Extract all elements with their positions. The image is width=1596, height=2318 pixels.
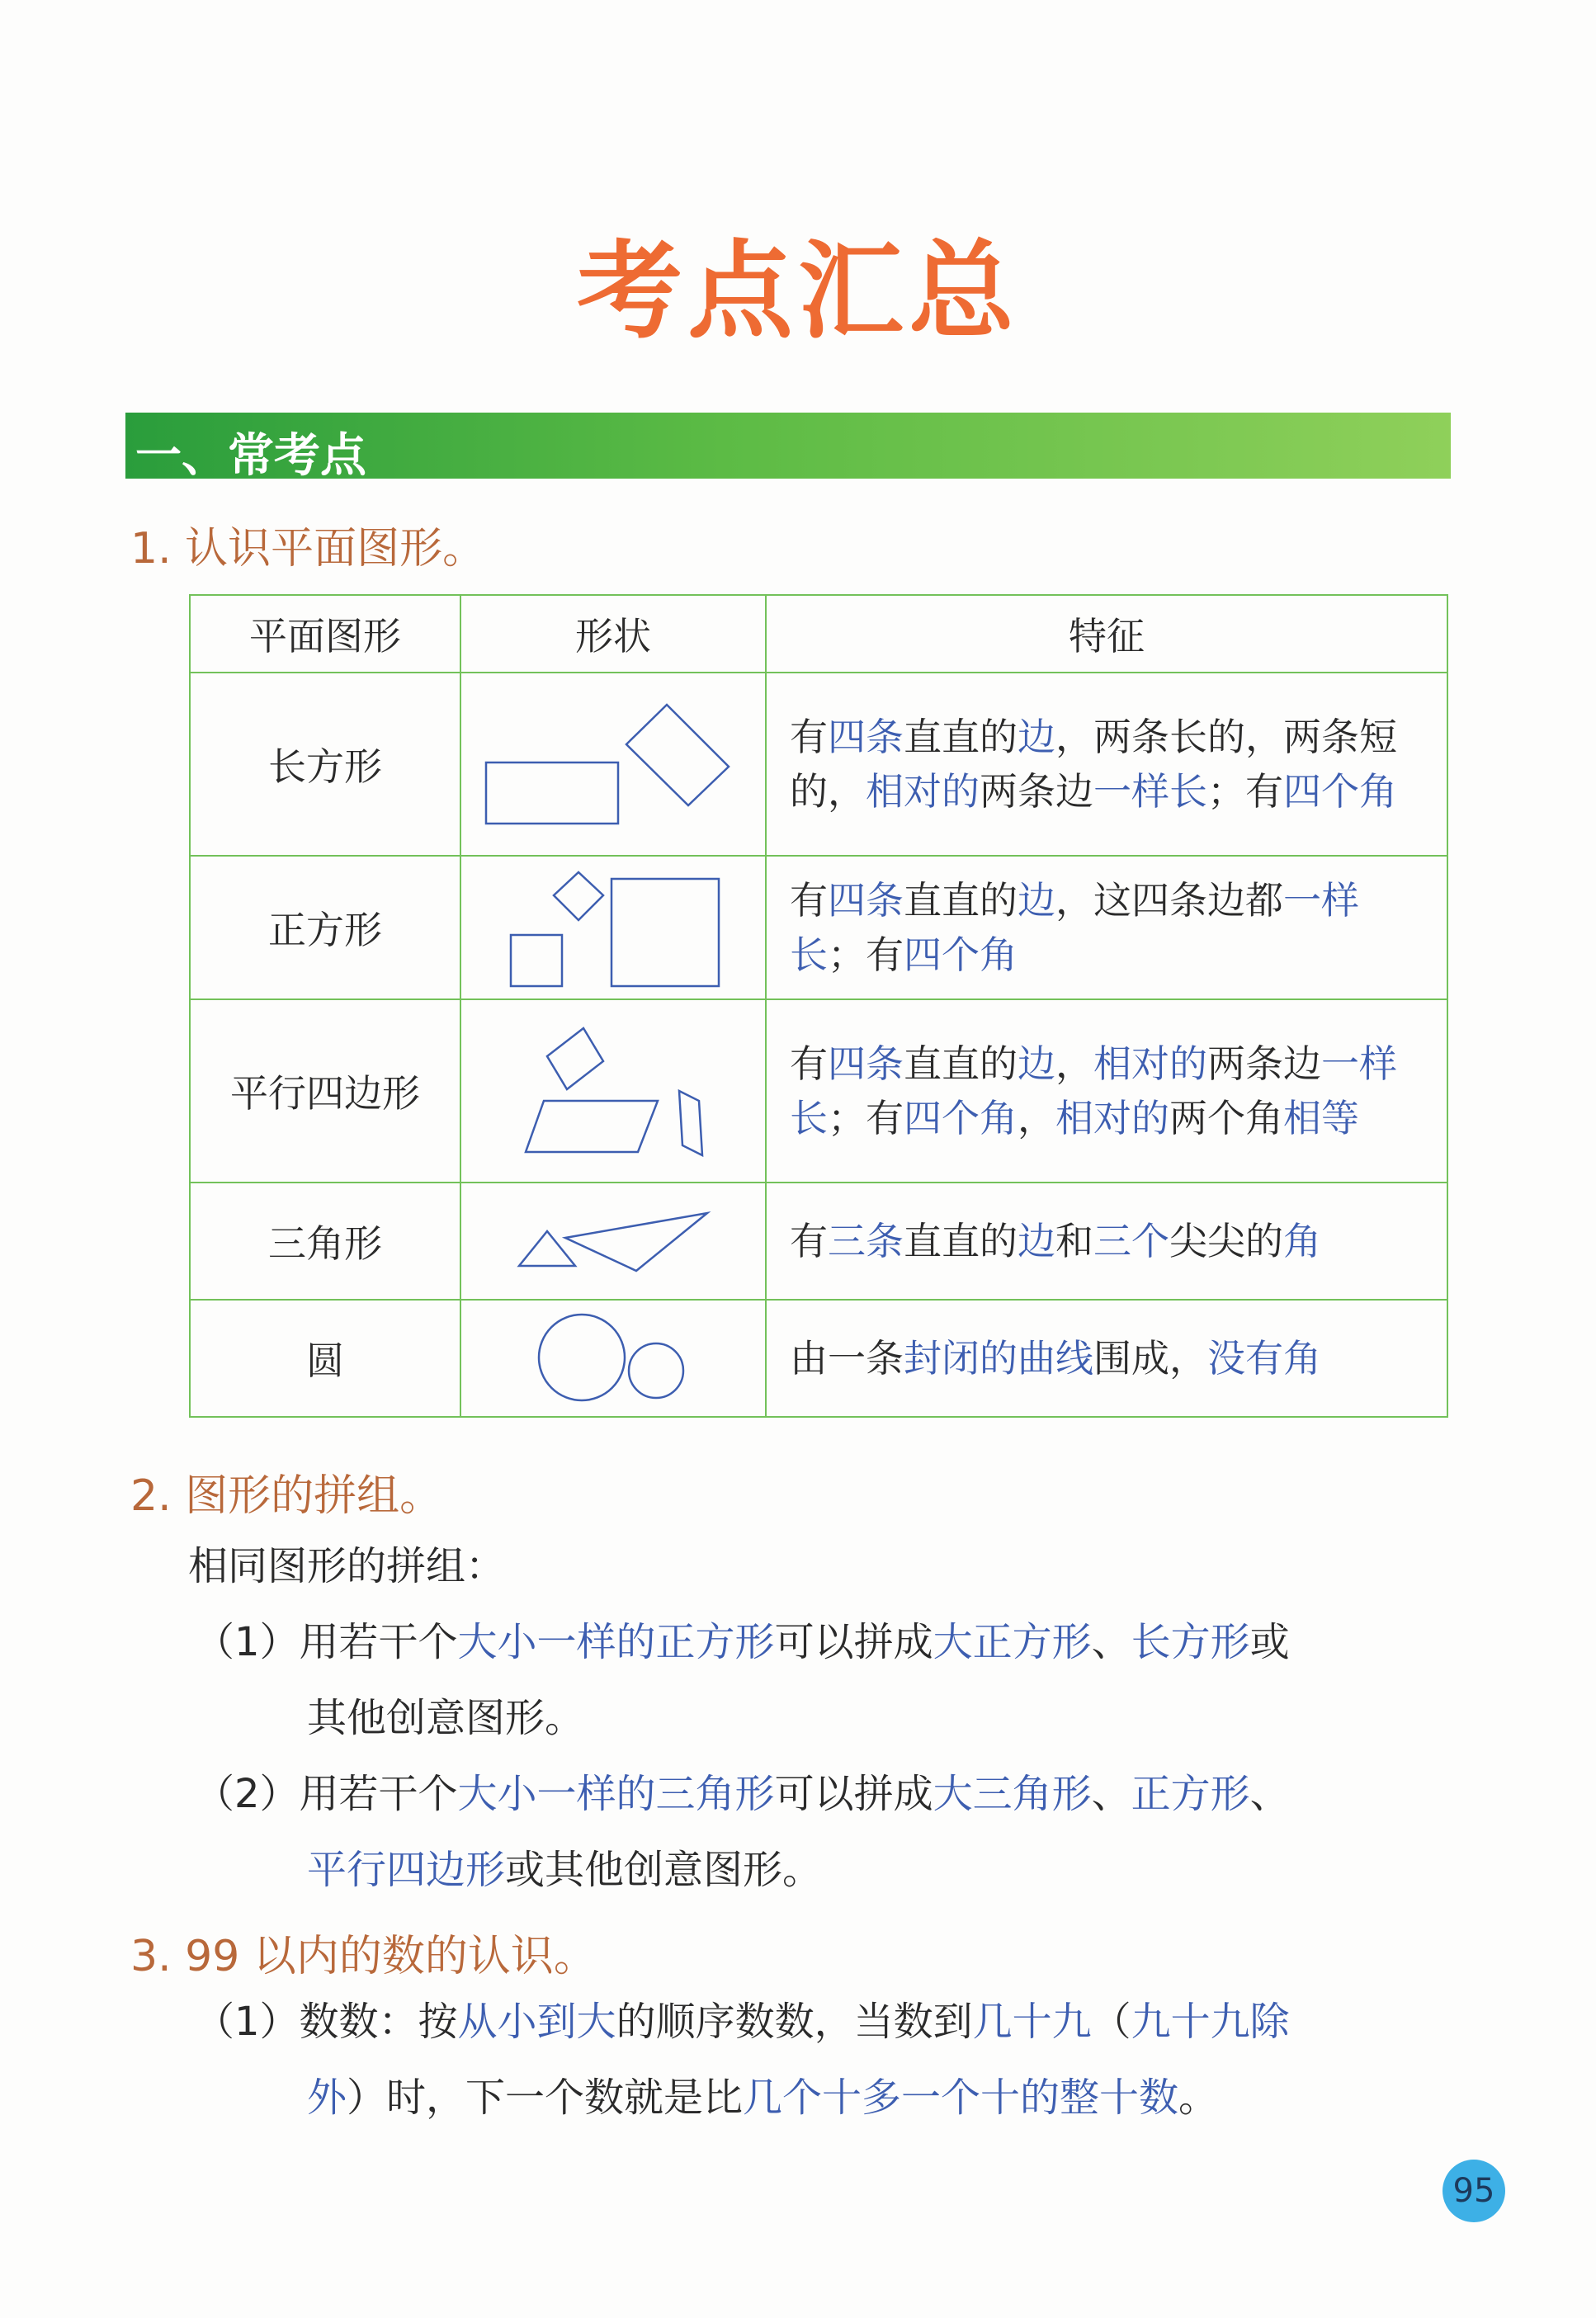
highlighted-text: 几个十多一个十的整十数	[743, 2075, 1179, 2121]
highlighted-text: 四个角	[904, 1096, 1018, 1140]
item-3-line-2	[307, 2060, 1218, 2136]
highlighted-text: 正方形	[1131, 1771, 1250, 1817]
text-segment: （1）用若干个	[195, 1619, 458, 1665]
cell-shape	[460, 1300, 766, 1417]
text-segment: 两条边	[980, 769, 1093, 814]
page-number: 95	[1443, 2160, 1505, 2222]
cell-name: 圆	[190, 1300, 460, 1417]
square-large	[611, 879, 719, 986]
highlighted-text: 一样长	[790, 878, 1359, 977]
highlighted-text: 四条	[828, 878, 904, 923]
parallelogram-figures	[463, 1008, 763, 1173]
cell-feature	[766, 856, 1447, 999]
header-feature: 特征	[766, 595, 1447, 673]
text-segment: 可以拼成	[774, 1771, 933, 1817]
table-row-parallelogram	[190, 999, 1447, 1183]
cell-feature	[766, 673, 1447, 856]
item-2-line-2	[307, 1832, 822, 1908]
highlighted-text: 一样长	[1093, 769, 1207, 814]
highlighted-text: 大小一样的正方形	[457, 1619, 775, 1665]
highlighted-text: 大三角形	[933, 1771, 1092, 1817]
table-row-rectangle	[190, 673, 1447, 856]
cell-shape	[460, 673, 766, 856]
cell-name: 正方形	[190, 856, 460, 999]
item-1-line-2	[307, 1680, 584, 1756]
item-3-line-1	[195, 1984, 1290, 2060]
item-1-line-1	[195, 1604, 1290, 1680]
text-segment: 、	[1091, 1619, 1131, 1665]
highlighted-text: 边	[1018, 878, 1055, 923]
rectangle-horizontal	[486, 762, 618, 824]
rectangle-tilted	[626, 705, 729, 805]
intro-paragraph: 相同图形的拼组：	[188, 1543, 506, 1589]
text-segment: 或其他创意图形。	[505, 1847, 823, 1893]
highlighted-text: 边	[1018, 715, 1055, 759]
highlighted-text: 边	[1018, 1219, 1055, 1263]
cell-name: 三角形	[190, 1183, 460, 1300]
highlighted-text: 相对的	[866, 769, 980, 814]
square-figures	[463, 857, 763, 998]
highlighted-text: 大正方形	[933, 1619, 1092, 1665]
circle-large	[539, 1315, 625, 1400]
text-segment: ；有	[828, 1096, 904, 1140]
cell-shape	[460, 856, 766, 999]
highlighted-text: 角	[1283, 1219, 1321, 1263]
rectangle-figures	[463, 682, 763, 847]
header-shape-picture: 形状	[460, 595, 766, 673]
text-segment: 两条边	[1207, 1041, 1321, 1086]
text-segment: ；有	[1207, 769, 1283, 814]
highlighted-text: 相对的	[1055, 1096, 1169, 1140]
highlighted-text: 边	[1018, 1041, 1055, 1086]
highlighted-text: 外	[307, 2075, 347, 2121]
section-banner	[125, 413, 1451, 483]
parallelogram-narrow	[679, 1091, 702, 1155]
text-segment: ，	[1018, 1096, 1055, 1140]
text-segment: 直直的	[904, 1219, 1018, 1263]
shapes-table	[189, 594, 1448, 1418]
table-row-circle	[190, 1300, 1447, 1417]
highlighted-text: 长方形	[1131, 1619, 1250, 1665]
highlighted-text: 四条	[828, 715, 904, 759]
item-2-line-1	[195, 1756, 1290, 1832]
cell-shape	[460, 999, 766, 1183]
circle-small	[629, 1343, 683, 1398]
cell-name: 长方形	[190, 673, 460, 856]
text-segment: （2）用若干个	[195, 1771, 458, 1817]
highlighted-text: 三个	[1093, 1219, 1169, 1263]
text-segment: 尖尖的	[1169, 1219, 1283, 1263]
highlighted-text: 没有角	[1207, 1336, 1321, 1381]
square-small	[511, 935, 562, 986]
header-shape-name: 平面图形	[190, 595, 460, 673]
text-segment: 的顺序数数，当数到	[616, 1999, 973, 2045]
highlighted-text: 四个角	[904, 932, 1018, 977]
text-segment: ，	[1055, 1041, 1093, 1086]
highlighted-text: 封闭的曲线	[904, 1336, 1093, 1381]
text-segment: ，这四条边都	[1055, 878, 1283, 923]
highlighted-text: 大小一样的三角形	[457, 1771, 775, 1817]
text-segment: 由一条	[790, 1336, 904, 1381]
section-title: 一、常考点	[135, 429, 366, 483]
cell-name: 平行四边形	[190, 999, 460, 1183]
highlighted-text: 四个角	[1283, 769, 1397, 814]
text-segment: 两个角	[1169, 1096, 1283, 1140]
table-row-square	[190, 856, 1447, 999]
heading-numbers-within-99: 3. 99 以内的数的认识。	[130, 1932, 597, 1981]
heading-shape-combination: 2. 图形的拼组。	[130, 1471, 443, 1521]
page-title: 考点汇总	[576, 230, 1019, 353]
highlighted-text: 四条	[828, 1041, 904, 1086]
cell-shape	[460, 1183, 766, 1300]
text-segment: 围成，	[1093, 1336, 1207, 1381]
highlighted-text: 相对的	[1093, 1041, 1207, 1086]
text-segment: 其他创意图形。	[307, 1695, 585, 1741]
cell-feature	[766, 999, 1447, 1183]
text-segment: ，两条长的，两条短的，	[790, 715, 1397, 814]
highlighted-text: 平行四边形	[307, 1847, 506, 1893]
text-segment: 和	[1055, 1219, 1093, 1263]
text-segment: （	[1091, 1999, 1131, 2045]
highlighted-text: 几十九	[972, 1999, 1092, 2045]
triangle-figures	[463, 1192, 763, 1291]
highlighted-text: 三条	[828, 1219, 904, 1263]
text-segment: 。	[1178, 2075, 1219, 2121]
text-segment: 或	[1249, 1619, 1290, 1665]
cell-feature	[766, 1183, 1447, 1300]
highlighted-text: 一样长	[790, 1041, 1397, 1140]
text-segment: 直直的	[904, 715, 1018, 759]
text-segment: 、	[1249, 1771, 1290, 1817]
text-segment: 直直的	[904, 1041, 1018, 1086]
highlighted-text: 九十九除	[1131, 1999, 1290, 2045]
text-segment: ；有	[828, 932, 904, 977]
text-segment: ）时，下一个数就是比	[347, 2075, 744, 2121]
heading-plane-shapes: 1. 认识平面图形。	[130, 524, 486, 574]
text-segment: （1）数数：按	[195, 1999, 458, 2045]
cell-feature	[766, 1300, 1447, 1417]
square-diamond	[554, 872, 603, 920]
parallelogram-rhombus	[547, 1028, 603, 1089]
text-segment: 有	[790, 1041, 828, 1086]
parallelogram-wide	[526, 1101, 658, 1152]
highlighted-text: 相等	[1283, 1096, 1359, 1140]
triangle-long	[565, 1213, 707, 1271]
text-segment: 有	[790, 715, 828, 759]
text-segment: 直直的	[904, 878, 1018, 923]
table-row-triangle	[190, 1183, 1447, 1300]
text-segment: 、	[1091, 1771, 1131, 1817]
circle-figures	[463, 1305, 763, 1412]
table-header-row	[190, 595, 1447, 673]
text-segment: 可以拼成	[774, 1619, 933, 1665]
text-segment: 有	[790, 1219, 828, 1263]
triangle-small	[519, 1231, 575, 1266]
text-segment: 有	[790, 878, 828, 923]
highlighted-text: 从小到大	[457, 1999, 616, 2045]
